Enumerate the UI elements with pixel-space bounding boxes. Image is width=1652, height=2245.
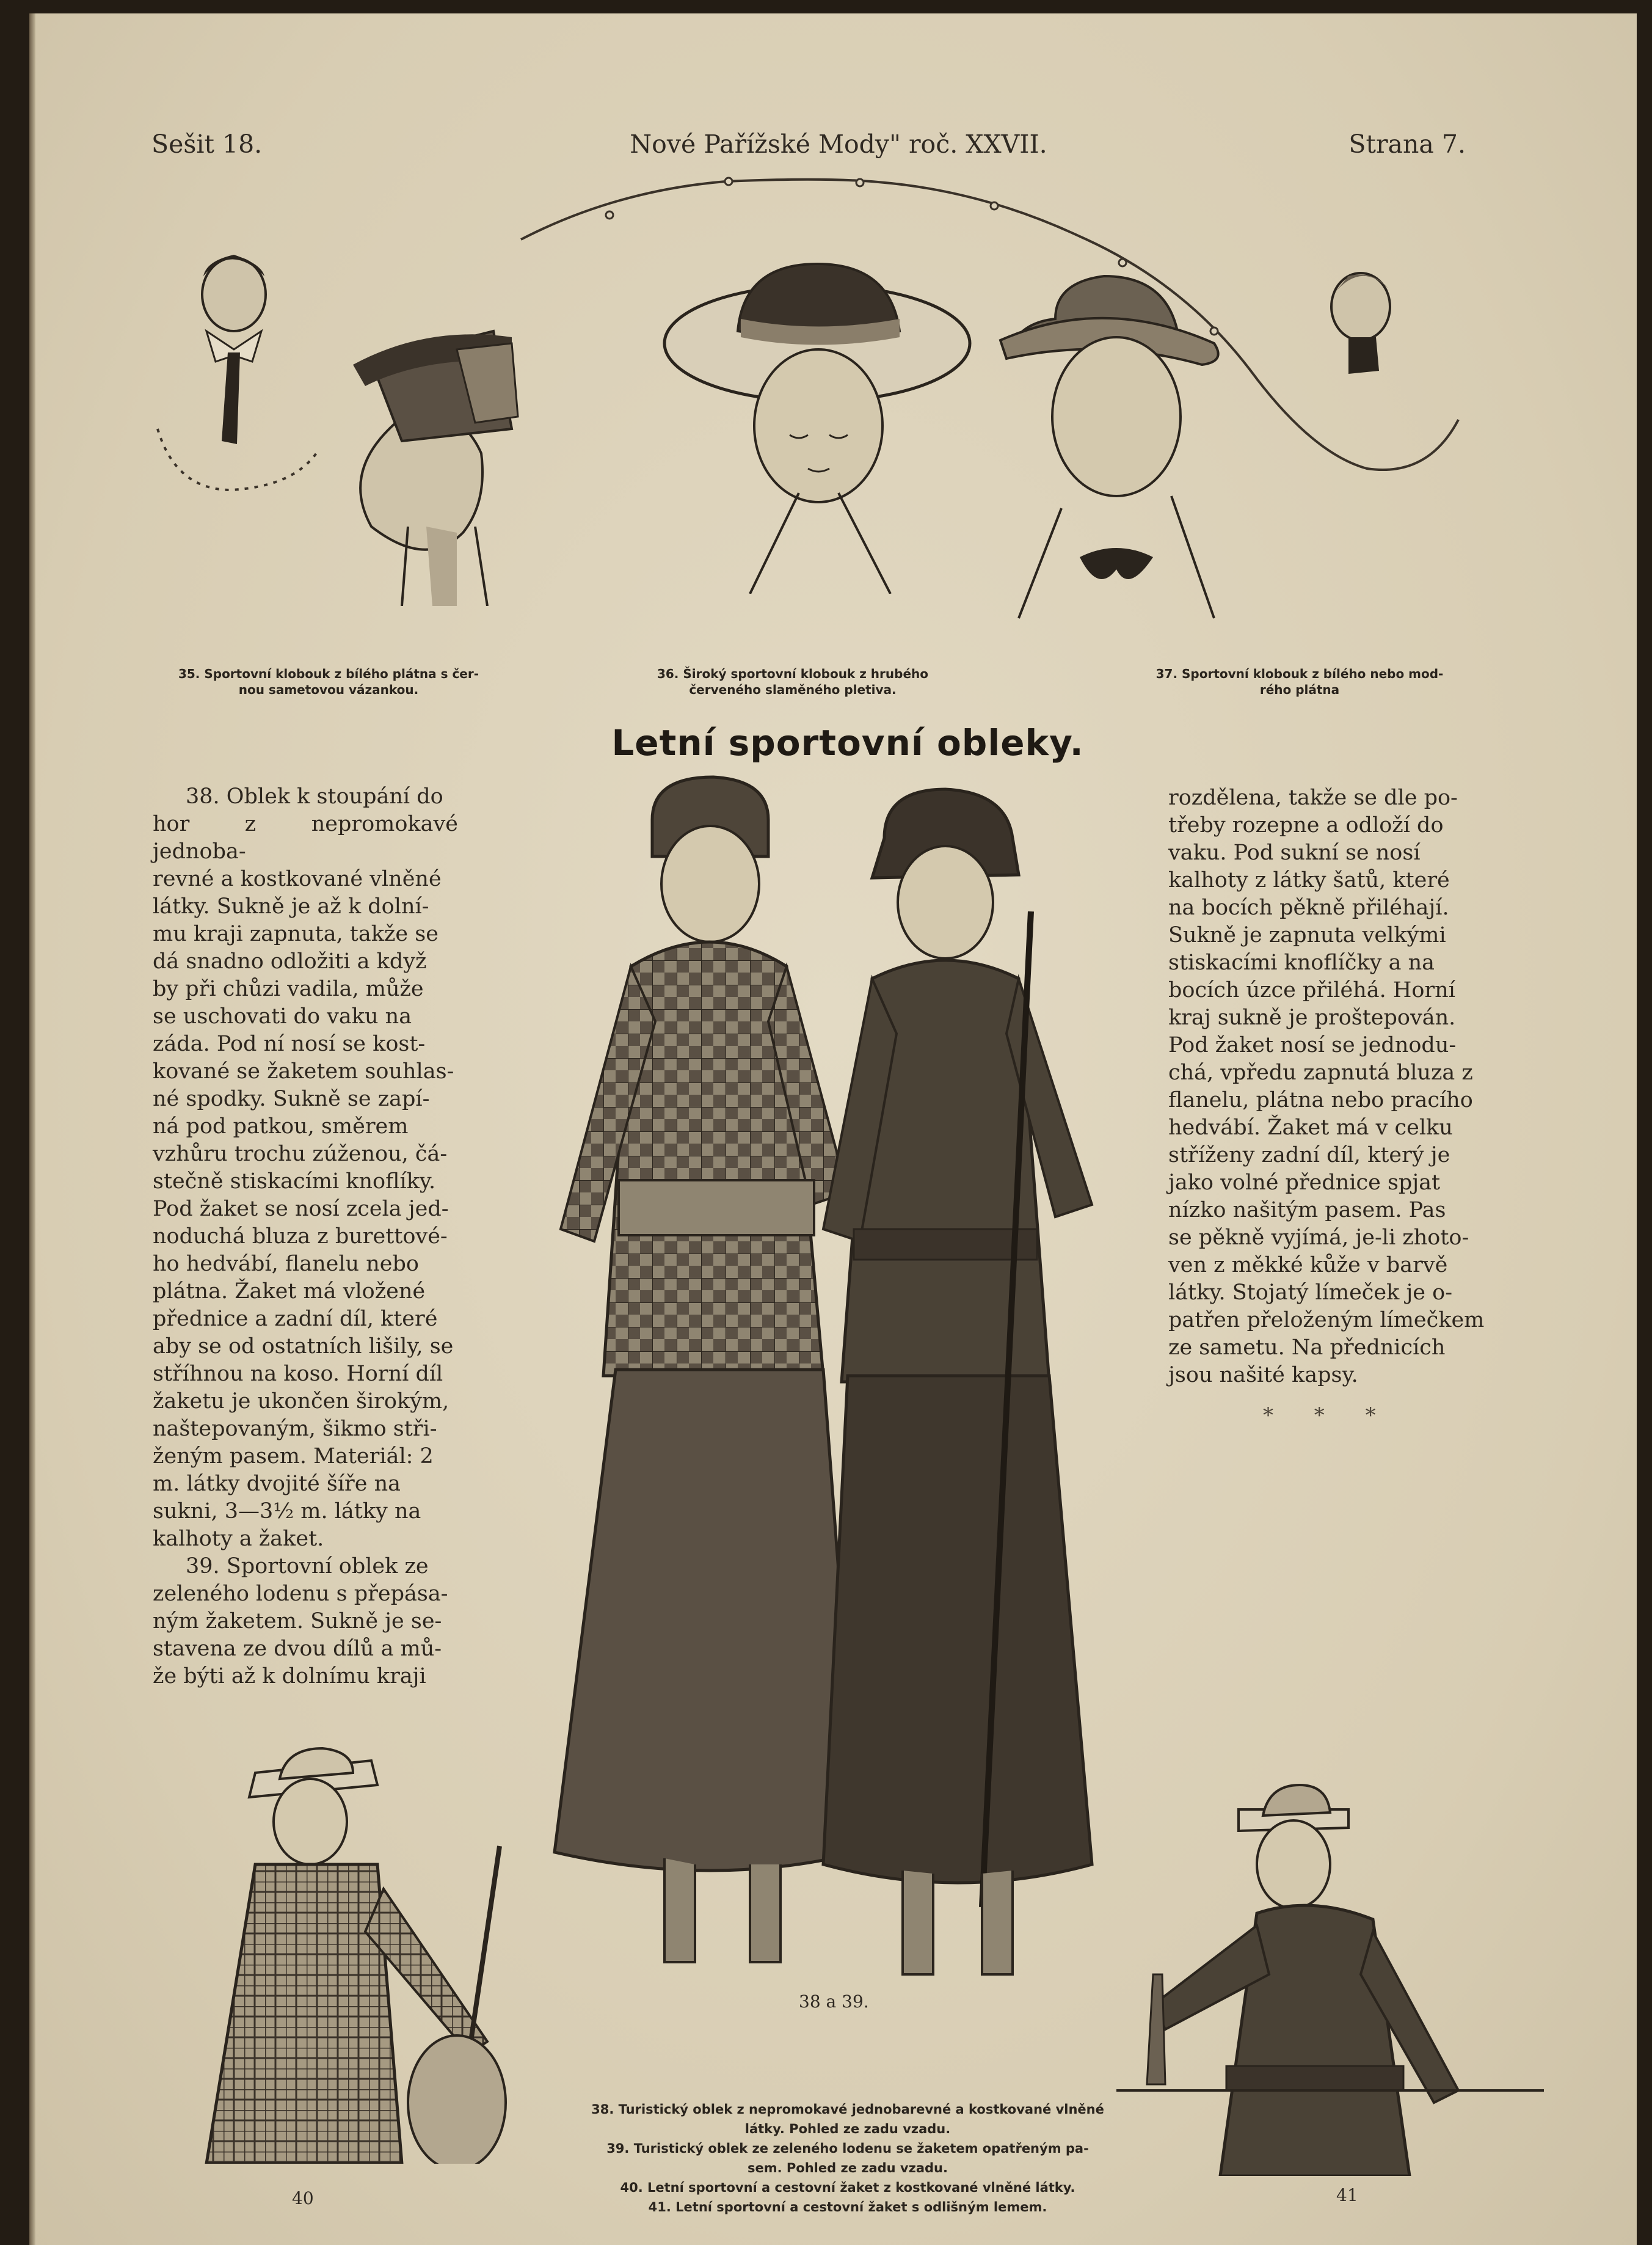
article-line: ným žaketem. Sukně je se- — [153, 1609, 442, 1634]
article-line: na bocích pěkně přiléhají. — [1168, 896, 1449, 920]
illustration-hat-36 — [658, 252, 976, 594]
article-line: látky. Sukně je až k dolní- — [153, 894, 429, 919]
article-left-column — [153, 783, 458, 1690]
figure-label-38-39: 38 a 39. — [799, 1991, 869, 2012]
article-line: kraj sukně je proštepován. — [1168, 1006, 1456, 1030]
article-line: stříhnou na koso. Horní díl — [153, 1362, 443, 1386]
article-line: se pěkně vyjímá, je-li zhoto- — [1168, 1225, 1469, 1250]
article-line: se uschovati do vaku na — [153, 1004, 412, 1029]
article-line: ven z měkké kůže v barvě — [1168, 1253, 1448, 1277]
caption-hat-35: 35. Sportovní klobouk z bílého plátna s čer- nou sametovou vázankou. — [178, 666, 479, 697]
article-line: dá snadno odložiti a když — [153, 949, 427, 974]
article-line: kalhoty a žaket. — [153, 1527, 324, 1551]
illustration-jacket-41 — [1116, 1773, 1556, 2176]
illustration-jacket-40 — [182, 1736, 561, 2164]
article-line: chá, vpředu zapnutá bluza z — [1168, 1060, 1473, 1085]
figure-caption-line: 41. Letní sportovní a cestovní žaket s odlišným lemem. — [648, 2200, 1047, 2214]
article-line: naštepovaným, šikmo stři- — [153, 1417, 437, 1441]
article-line: flanelu, plátna nebo pracího — [1168, 1088, 1473, 1112]
page-spine — [29, 13, 35, 2245]
article-line: že býti až k dolnímu kraji — [153, 1664, 426, 1688]
figure-label-41: 41 — [1336, 2185, 1358, 2205]
figure-caption-line: sem. Pohled ze zadu vzadu. — [748, 2161, 948, 2175]
article-line: jako volné přednice spjat — [1168, 1170, 1441, 1195]
magazine-title: Nové Pařížské Mody" roč. XXVII. — [630, 130, 1047, 159]
article-line: noduchá bluza z burettové- — [153, 1224, 448, 1249]
article-line: mu kraji zapnuta, takže se — [153, 922, 438, 946]
article-line: ze sametu. Na přednicích — [1168, 1335, 1446, 1360]
article-line: revné a kostkované vlněné — [153, 867, 442, 891]
article-line: hedvábí. Žaket má v celku — [1168, 1115, 1453, 1140]
article-line: aby se od ostatních lišily, se — [153, 1334, 454, 1359]
article-line: by při chůzi vadila, může — [153, 977, 424, 1001]
article-line: látky. Stojatý límeček je o- — [1168, 1280, 1453, 1305]
article-line: m. látky dvojité šíře na — [153, 1472, 401, 1496]
article-line: ná pod patkou, směrem — [153, 1114, 409, 1139]
article-line: kalhoty z látky šatů, které — [1168, 868, 1450, 893]
article-line: Pod žaket se nosí zcela jed- — [153, 1197, 449, 1221]
article-line: vzhůru trochu zúženou, čá- — [153, 1142, 448, 1166]
article-line: kované se žaketem souhlas- — [153, 1059, 454, 1084]
article-line: stiskacími knoflíčky a na — [1168, 951, 1435, 975]
article-line: jsou našité kapsy. — [1168, 1363, 1358, 1387]
article-line: ho hedvábí, flanelu nebo — [153, 1252, 419, 1276]
article-line: třeby rozepne a odloží do — [1168, 813, 1444, 838]
article-line: rozdělena, takže se dle po- — [1168, 786, 1458, 810]
article-line: patřen přeloženým límečkem — [1168, 1308, 1485, 1332]
section-ornament: * * * — [1263, 1403, 1393, 1428]
article-line: stečně stiskacími knoflíky. — [153, 1169, 436, 1194]
article-line: Sukně je zapnuta velkými — [1168, 923, 1446, 947]
figure-caption-line: 38. Turistický oblek z nepromokavé jednobarevné a kostkované vlněné — [591, 2102, 1104, 2117]
article-line: záda. Pod ní nosí se kost- — [153, 1032, 426, 1056]
magazine-page — [29, 13, 1637, 2245]
caption-hat-37: 37. Sportovní klobouk z bílého nebo mod- rého plátna — [1155, 666, 1444, 697]
figure-caption-line: 40. Letní sportovní a cestovní žaket z kostkované vlněné látky. — [620, 2180, 1075, 2195]
article-line: přednice a zadní díl, které — [153, 1307, 438, 1331]
article-line: bocích úzce přiléhá. Horní — [1168, 978, 1455, 1002]
article-line: 39. Sportovní oblek ze — [186, 1554, 429, 1579]
article-line: ženým pasem. Materiál: 2 — [153, 1444, 434, 1469]
article-line: plátna. Žaket má vložené — [153, 1279, 426, 1304]
article-line: stavena ze dvou dílů a mů- — [153, 1637, 442, 1661]
article-title: Letní sportovní obleky. — [611, 722, 1084, 764]
article-line: sukni, 3—3½ m. látky na — [153, 1499, 421, 1524]
illustration-hat-35 — [170, 239, 597, 606]
article-line: hor z nepromokavé jednoba- — [153, 812, 458, 864]
issue-number: Sešit 18. — [151, 130, 263, 159]
illustration-hat-37 — [982, 252, 1519, 630]
article-line: nízko našitým pasem. Pas — [1168, 1198, 1446, 1222]
figure-caption-line: 39. Turistický oblek ze zeleného lodenu se žaketem opatřeným pa- — [606, 2141, 1089, 2156]
article-line: 38. Oblek k stoupání do — [186, 784, 443, 809]
article-line: né spodky. Sukně se zapí- — [153, 1087, 430, 1111]
page-number: Strana 7. — [1348, 130, 1466, 159]
figure-caption-line: látky. Pohled ze zadu vzadu. — [744, 2122, 951, 2136]
article-line: vaku. Pod sukní se nosí — [1168, 841, 1421, 865]
article-right-column — [1168, 784, 1493, 1389]
article-line: zeleného lodenu s přepása- — [153, 1582, 448, 1606]
article-line: žaketu je ukončen širokým, — [153, 1389, 449, 1414]
figure-label-40: 40 — [292, 2188, 314, 2208]
illustration-suits-38-39 — [481, 765, 1202, 2023]
figure-captions — [542, 2100, 1153, 2217]
caption-hat-36: 36. Široký sportovní klobouk z hrubého červeného slaměného pletiva. — [657, 666, 929, 697]
article-line: Pod žaket nosí se jednodu- — [1168, 1033, 1457, 1057]
article-line: stříženy zadní díl, který je — [1168, 1143, 1450, 1167]
